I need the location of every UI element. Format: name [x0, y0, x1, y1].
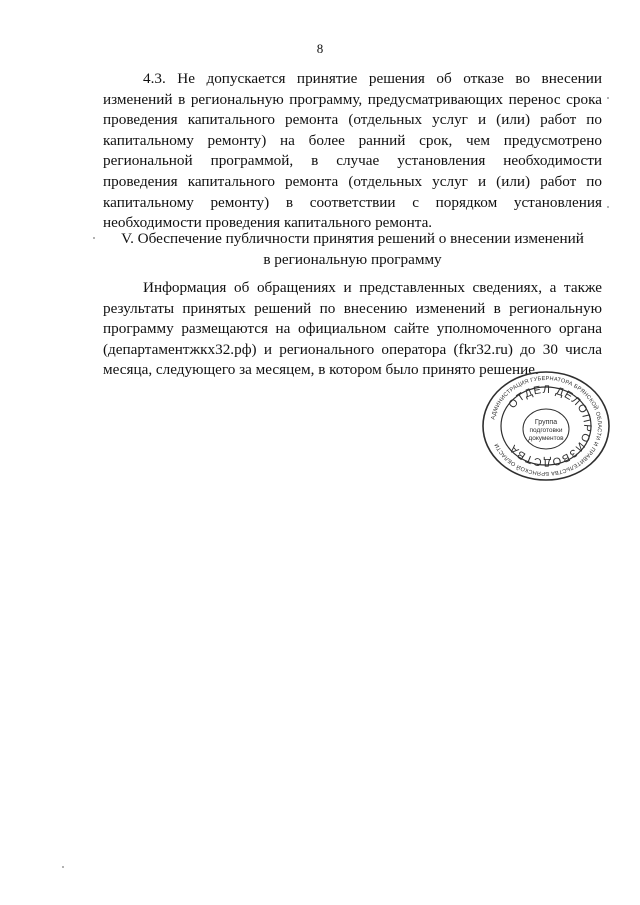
scan-speck: [62, 866, 64, 868]
scan-speck: [607, 97, 609, 99]
scan-speck: [93, 237, 95, 239]
scan-speck: [607, 206, 609, 208]
stamp-seal: [478, 369, 614, 483]
stamp-ring-text: ОТДЕЛ ДЕЛОПРОИЗВОДСТВА: [506, 383, 594, 469]
section-heading-line-2: в региональную программу: [263, 250, 442, 268]
section-heading-line-1: V. Обеспечение публичности принятия решений о внесении изменений: [121, 230, 584, 247]
paragraph-publicity: Информация об обращениях и представленных сведениях, а также результаты принятых решений по внесению изменений в региональную программу размещаются на официальном сайте уполномоченного органа (департаментжкх32.рф) и регионального оператора (fkr32.ru) до 30 числа месяца, следующего за месяцем, в котором было принято решение.: [103, 279, 602, 379]
stamp-center-line-2: подготовки: [529, 427, 563, 434]
section-heading: [103, 229, 602, 270]
stamp-center-line-3: документов: [528, 435, 564, 442]
page-number: 8: [316, 41, 324, 56]
paragraph-4-3: 4.3. Не допускается принятие решения об отказе во внесении изменений в региональную программу, предусматривающих перенос срока проведения капитального ремонта (отдельных услуг и (или) работ по капитальному ремонту) на более ранний срок, чем предусмотрено региональной программой, в случае установления необходимости проведения капитального ремонта (отдельных услуг и (или) работ по капитальному ремонту) в соответствии с порядком установления необходимости проведения капитального ремонта.: [103, 70, 602, 232]
stamp-outer-text: АДМИНИСТРАЦИЯ ГУБЕРНАТОРА БРЯНСКОЙ ОБЛАСТИ И ПРАВИТЕЛЬСТВА БРЯНСКОЙ ОБЛАСТИ: [490, 375, 603, 477]
official-stamp: [478, 369, 614, 483]
stamp-center-line-1: Группа: [534, 419, 558, 426]
